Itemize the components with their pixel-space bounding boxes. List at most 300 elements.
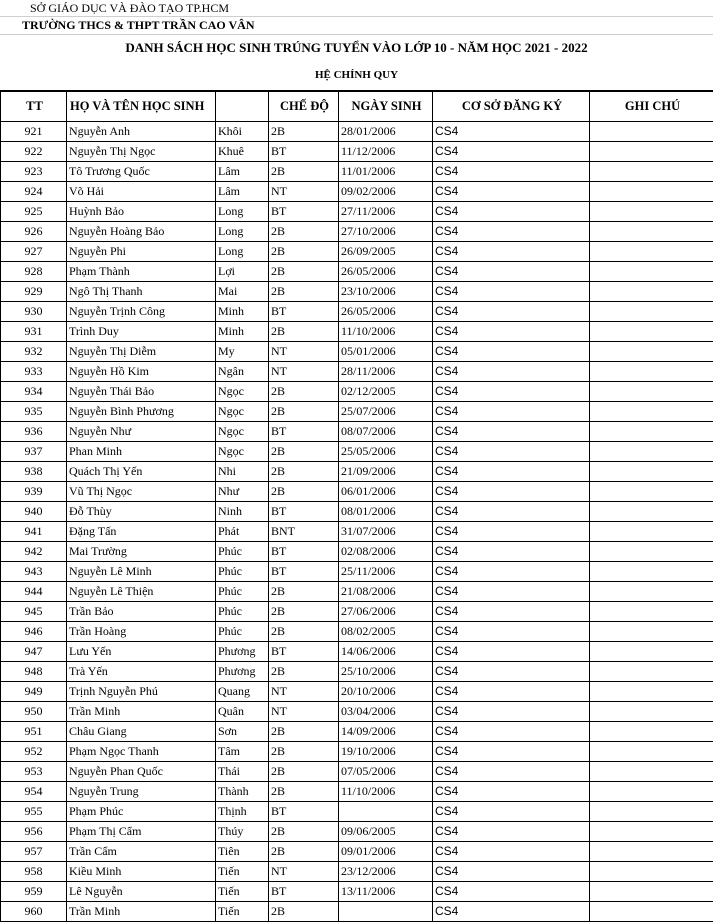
table-row [1, 641, 713, 661]
cell-tt[interactable]: 958 [1, 861, 67, 881]
cell-given-name[interactable]: Quân [216, 701, 269, 721]
cell-campus[interactable]: CS4 [433, 681, 590, 701]
cell-notes[interactable] [590, 641, 713, 661]
table-row [1, 401, 713, 421]
cell-campus[interactable]: CS4 [433, 341, 590, 361]
cell-given-name[interactable]: Phúc [216, 621, 269, 641]
cell-notes[interactable] [590, 421, 713, 441]
cell-notes[interactable] [590, 261, 713, 281]
cell-regime[interactable]: 2B [269, 121, 339, 141]
cell-regime[interactable]: BT [269, 301, 339, 321]
cell-campus[interactable]: CS4 [433, 421, 590, 441]
cell-birthdate[interactable]: 20/10/2006 [339, 681, 433, 701]
table-row [1, 701, 713, 721]
cell-given-name[interactable]: Tiến [216, 881, 269, 901]
cell-surname[interactable]: Nguyễn Anh [67, 121, 216, 141]
cell-birthdate[interactable]: 07/05/2006 [339, 761, 433, 781]
cell-surname[interactable]: Phạm Thành [67, 261, 216, 281]
cell-notes[interactable] [590, 621, 713, 641]
cell-regime[interactable]: NT [269, 861, 339, 881]
cell-regime[interactable]: 2B [269, 821, 339, 841]
cell-tt[interactable]: 955 [1, 801, 67, 821]
cell-tt[interactable]: 938 [1, 461, 67, 481]
cell-given-name[interactable]: Long [216, 241, 269, 261]
cell-surname[interactable]: Ngô Thị Thanh [67, 281, 216, 301]
cell-birthdate[interactable] [339, 901, 433, 921]
cell-given-name[interactable]: Long [216, 221, 269, 241]
cell-campus[interactable]: CS4 [433, 161, 590, 181]
cell-tt[interactable]: 933 [1, 361, 67, 381]
cell-birthdate[interactable]: 06/01/2006 [339, 481, 433, 501]
table-row [1, 721, 713, 741]
cell-given-name[interactable]: Tiến [216, 901, 269, 921]
cell-given-name[interactable]: Thúy [216, 821, 269, 841]
cell-notes[interactable] [590, 301, 713, 321]
cell-tt[interactable]: 942 [1, 541, 67, 561]
cell-regime[interactable]: BT [269, 561, 339, 581]
col-header-campus: CƠ SỞ ĐĂNG KÝ [433, 91, 590, 121]
cell-tt[interactable]: 937 [1, 441, 67, 461]
cell-regime[interactable]: 2B [269, 241, 339, 261]
cell-given-name[interactable]: Thịnh [216, 801, 269, 821]
cell-surname[interactable]: Nguyễn Thị Ngọc [67, 141, 216, 161]
cell-given-name[interactable]: Phúc [216, 541, 269, 561]
cell-birthdate[interactable]: 26/09/2005 [339, 241, 433, 261]
cell-given-name[interactable]: My [216, 341, 269, 361]
cell-campus[interactable]: CS4 [433, 641, 590, 661]
cell-birthdate[interactable]: 31/07/2006 [339, 521, 433, 541]
cell-tt[interactable]: 925 [1, 201, 67, 221]
cell-tt[interactable]: 947 [1, 641, 67, 661]
cell-notes[interactable] [590, 901, 713, 921]
cell-regime[interactable]: 2B [269, 721, 339, 741]
cell-regime[interactable]: 2B [269, 221, 339, 241]
cell-given-name[interactable]: Như [216, 481, 269, 501]
cell-birthdate[interactable]: 21/08/2006 [339, 581, 433, 601]
cell-surname[interactable]: Quách Thị Yến [67, 461, 216, 481]
table-row [1, 501, 713, 521]
cell-tt[interactable]: 928 [1, 261, 67, 281]
table-row [1, 281, 713, 301]
cell-campus[interactable]: CS4 [433, 861, 590, 881]
cell-regime[interactable]: 2B [269, 481, 339, 501]
cell-birthdate[interactable]: 23/12/2006 [339, 861, 433, 881]
cell-notes[interactable] [590, 681, 713, 701]
cell-birthdate[interactable]: 27/06/2006 [339, 601, 433, 621]
cell-regime[interactable]: 2B [269, 781, 339, 801]
cell-regime[interactable]: 2B [269, 381, 339, 401]
cell-given-name[interactable]: Lâm [216, 161, 269, 181]
cell-surname[interactable]: Đặng Tấn [67, 521, 216, 541]
cell-campus[interactable]: CS4 [433, 661, 590, 681]
cell-surname[interactable]: Nguyễn Lê Minh [67, 561, 216, 581]
cell-given-name[interactable]: Tâm [216, 741, 269, 761]
cell-notes[interactable] [590, 661, 713, 681]
cell-tt[interactable]: 956 [1, 821, 67, 841]
cell-birthdate[interactable]: 09/01/2006 [339, 841, 433, 861]
cell-given-name[interactable]: Phương [216, 661, 269, 681]
cell-given-name[interactable]: Thành [216, 781, 269, 801]
cell-notes[interactable] [590, 201, 713, 221]
cell-campus[interactable]: CS4 [433, 381, 590, 401]
cell-birthdate[interactable]: 28/01/2006 [339, 121, 433, 141]
cell-birthdate[interactable] [339, 801, 433, 821]
table-row [1, 361, 713, 381]
cell-campus[interactable]: CS4 [433, 401, 590, 421]
cell-tt[interactable]: 923 [1, 161, 67, 181]
cell-tt[interactable]: 959 [1, 881, 67, 901]
cell-notes[interactable] [590, 741, 713, 761]
cell-tt[interactable]: 954 [1, 781, 67, 801]
cell-birthdate[interactable]: 11/01/2006 [339, 161, 433, 181]
cell-birthdate[interactable]: 08/02/2005 [339, 621, 433, 641]
table-header-row [1, 91, 713, 121]
cell-given-name[interactable]: Phúc [216, 561, 269, 581]
cell-tt[interactable]: 924 [1, 181, 67, 201]
cell-campus[interactable]: CS4 [433, 121, 590, 141]
cell-regime[interactable]: 2B [269, 441, 339, 461]
cell-birthdate[interactable]: 14/09/2006 [339, 721, 433, 741]
cell-tt[interactable]: 940 [1, 501, 67, 521]
cell-tt[interactable]: 936 [1, 421, 67, 441]
cell-surname[interactable]: Nguyễn Trịnh Công [67, 301, 216, 321]
cell-campus[interactable]: CS4 [433, 541, 590, 561]
cell-campus[interactable]: CS4 [433, 461, 590, 481]
cell-surname[interactable]: Trần Minh [67, 701, 216, 721]
cell-notes[interactable] [590, 761, 713, 781]
cell-notes[interactable] [590, 141, 713, 161]
cell-surname[interactable]: Phạm Thị Cẩm [67, 821, 216, 841]
cell-given-name[interactable]: Ninh [216, 501, 269, 521]
cell-birthdate[interactable]: 08/07/2006 [339, 421, 433, 441]
cell-birthdate[interactable]: 02/12/2005 [339, 381, 433, 401]
cell-surname[interactable]: Châu Giang [67, 721, 216, 741]
cell-notes[interactable] [590, 441, 713, 461]
cell-given-name[interactable]: Ngân [216, 361, 269, 381]
cell-birthdate[interactable]: 09/02/2006 [339, 181, 433, 201]
cell-campus[interactable]: CS4 [433, 781, 590, 801]
table-row [1, 821, 713, 841]
cell-notes[interactable] [590, 701, 713, 721]
cell-birthdate[interactable]: 13/11/2006 [339, 881, 433, 901]
cell-surname[interactable]: Nguyễn Trung [67, 781, 216, 801]
cell-given-name[interactable]: Sơn [216, 721, 269, 741]
cell-regime[interactable]: 2B [269, 741, 339, 761]
cell-tt[interactable]: 926 [1, 221, 67, 241]
cell-regime[interactable]: 2B [269, 601, 339, 621]
cell-given-name[interactable]: Quang [216, 681, 269, 701]
cell-birthdate[interactable]: 19/10/2006 [339, 741, 433, 761]
cell-given-name[interactable]: Lợi [216, 261, 269, 281]
cell-campus[interactable]: CS4 [433, 741, 590, 761]
cell-campus[interactable]: CS4 [433, 501, 590, 521]
cell-surname[interactable]: Mai Trường [67, 541, 216, 561]
cell-notes[interactable] [590, 841, 713, 861]
cell-surname[interactable]: Huỳnh Bảo [67, 201, 216, 221]
cell-surname[interactable]: Nguyễn Hồ Kim [67, 361, 216, 381]
cell-surname[interactable]: Nguyễn Lê Thiện [67, 581, 216, 601]
cell-given-name[interactable]: Khôi [216, 121, 269, 141]
cell-given-name[interactable]: Minh [216, 301, 269, 321]
cell-regime[interactable]: NT [269, 181, 339, 201]
cell-campus[interactable]: CS4 [433, 801, 590, 821]
cell-surname[interactable]: Trần Bảo [67, 601, 216, 621]
cell-notes[interactable] [590, 241, 713, 261]
cell-campus[interactable]: CS4 [433, 481, 590, 501]
cell-surname[interactable]: Trình Duy [67, 321, 216, 341]
cell-birthdate[interactable]: 11/10/2006 [339, 781, 433, 801]
cell-surname[interactable]: Vũ Thị Ngọc [67, 481, 216, 501]
cell-birthdate[interactable]: 21/09/2006 [339, 461, 433, 481]
cell-surname[interactable]: Nguyễn Bình Phương [67, 401, 216, 421]
cell-regime[interactable]: 2B [269, 261, 339, 281]
cell-tt[interactable]: 927 [1, 241, 67, 261]
cell-regime[interactable]: NT [269, 341, 339, 361]
cell-surname[interactable]: Võ Hải [67, 181, 216, 201]
cell-tt[interactable]: 939 [1, 481, 67, 501]
cell-regime[interactable]: BT [269, 141, 339, 161]
col-header-regime: CHẾ ĐỘ [269, 91, 339, 121]
cell-campus[interactable]: CS4 [433, 261, 590, 281]
cell-regime[interactable]: 2B [269, 401, 339, 421]
cell-tt[interactable]: 952 [1, 741, 67, 761]
cell-surname[interactable]: Trà Yến [67, 661, 216, 681]
cell-regime[interactable]: BT [269, 881, 339, 901]
cell-regime[interactable]: 2B [269, 841, 339, 861]
cell-campus[interactable]: CS4 [433, 141, 590, 161]
cell-campus[interactable]: CS4 [433, 841, 590, 861]
cell-notes[interactable] [590, 881, 713, 901]
cell-surname[interactable]: Nguyễn Như [67, 421, 216, 441]
cell-notes[interactable] [590, 521, 713, 541]
cell-tt[interactable]: 943 [1, 561, 67, 581]
cell-campus[interactable]: CS4 [433, 881, 590, 901]
cell-regime[interactable]: BT [269, 201, 339, 221]
cell-surname[interactable]: Nguyễn Hoàng Bảo [67, 221, 216, 241]
cell-tt[interactable]: 957 [1, 841, 67, 861]
cell-regime[interactable]: 2B [269, 161, 339, 181]
cell-campus[interactable]: CS4 [433, 721, 590, 741]
cell-birthdate[interactable]: 27/10/2006 [339, 221, 433, 241]
cell-campus[interactable]: CS4 [433, 281, 590, 301]
cell-campus[interactable]: CS4 [433, 561, 590, 581]
cell-given-name[interactable]: Khuê [216, 141, 269, 161]
cell-surname[interactable]: Phạm Phúc [67, 801, 216, 821]
cell-notes[interactable] [590, 501, 713, 521]
table-row [1, 901, 713, 921]
cell-given-name[interactable]: Tiên [216, 841, 269, 861]
cell-campus[interactable]: CS4 [433, 581, 590, 601]
cell-notes[interactable] [590, 781, 713, 801]
cell-birthdate[interactable]: 23/10/2006 [339, 281, 433, 301]
cell-regime[interactable]: 2B [269, 661, 339, 681]
cell-surname[interactable]: Phạm Ngọc Thanh [67, 741, 216, 761]
cell-regime[interactable]: 2B [269, 581, 339, 601]
cell-notes[interactable] [590, 341, 713, 361]
cell-notes[interactable] [590, 801, 713, 821]
cell-tt[interactable]: 931 [1, 321, 67, 341]
cell-surname[interactable]: Nguyễn Phi [67, 241, 216, 261]
cell-tt[interactable]: 946 [1, 621, 67, 641]
cell-notes[interactable] [590, 561, 713, 581]
cell-notes[interactable] [590, 461, 713, 481]
cell-birthdate[interactable]: 03/04/2006 [339, 701, 433, 721]
cell-tt[interactable]: 953 [1, 761, 67, 781]
cell-tt[interactable]: 934 [1, 381, 67, 401]
cell-tt[interactable]: 929 [1, 281, 67, 301]
col-header-notes: GHI CHÚ [590, 91, 713, 121]
cell-given-name[interactable]: Phúc [216, 581, 269, 601]
cell-campus[interactable]: CS4 [433, 621, 590, 641]
cell-given-name[interactable]: Minh [216, 321, 269, 341]
cell-notes[interactable] [590, 381, 713, 401]
cell-notes[interactable] [590, 541, 713, 561]
cell-birthdate[interactable]: 14/06/2006 [339, 641, 433, 661]
cell-tt[interactable]: 941 [1, 521, 67, 541]
cell-campus[interactable]: CS4 [433, 181, 590, 201]
cell-given-name[interactable]: Long [216, 201, 269, 221]
cell-given-name[interactable]: Ngọc [216, 381, 269, 401]
cell-surname[interactable]: Nguyễn Thái Bảo [67, 381, 216, 401]
cell-notes[interactable] [590, 401, 713, 421]
cell-notes[interactable] [590, 161, 713, 181]
cell-surname[interactable]: Lưu Yến [67, 641, 216, 661]
cell-birthdate[interactable]: 09/06/2005 [339, 821, 433, 841]
cell-notes[interactable] [590, 181, 713, 201]
cell-tt[interactable]: 932 [1, 341, 67, 361]
cell-surname[interactable]: Trần Hoàng [67, 621, 216, 641]
cell-regime[interactable]: BT [269, 421, 339, 441]
cell-campus[interactable]: CS4 [433, 301, 590, 321]
cell-tt[interactable]: 960 [1, 901, 67, 921]
cell-given-name[interactable]: Nhi [216, 461, 269, 481]
cell-notes[interactable] [590, 861, 713, 881]
cell-campus[interactable]: CS4 [433, 901, 590, 921]
cell-tt[interactable]: 945 [1, 601, 67, 621]
table-row [1, 221, 713, 241]
cell-surname[interactable]: Tô Trương Quốc [67, 161, 216, 181]
cell-tt[interactable]: 922 [1, 141, 67, 161]
cell-birthdate[interactable]: 05/01/2006 [339, 341, 433, 361]
cell-surname[interactable]: Phan Minh [67, 441, 216, 461]
cell-surname[interactable]: Lê Nguyễn [67, 881, 216, 901]
cell-given-name[interactable]: Phương [216, 641, 269, 661]
cell-regime[interactable]: 2B [269, 281, 339, 301]
cell-notes[interactable] [590, 321, 713, 341]
cell-regime[interactable]: BT [269, 801, 339, 821]
cell-regime[interactable]: NT [269, 681, 339, 701]
cell-notes[interactable] [590, 221, 713, 241]
cell-surname[interactable]: Nguyễn Thị Diễm [67, 341, 216, 361]
cell-campus[interactable]: CS4 [433, 601, 590, 621]
cell-regime[interactable]: BNT [269, 521, 339, 541]
table-row [1, 741, 713, 761]
cell-tt[interactable]: 949 [1, 681, 67, 701]
cell-birthdate[interactable]: 25/05/2006 [339, 441, 433, 461]
cell-birthdate[interactable]: 26/05/2006 [339, 261, 433, 281]
cell-regime[interactable]: BT [269, 641, 339, 661]
cell-notes[interactable] [590, 361, 713, 381]
cell-notes[interactable] [590, 821, 713, 841]
cell-regime[interactable]: BT [269, 541, 339, 561]
cell-notes[interactable] [590, 601, 713, 621]
cell-campus[interactable]: CS4 [433, 761, 590, 781]
cell-given-name[interactable]: Mai [216, 281, 269, 301]
cell-surname[interactable]: Kiều Minh [67, 861, 216, 881]
cell-notes[interactable] [590, 121, 713, 141]
cell-notes[interactable] [590, 281, 713, 301]
cell-given-name[interactable]: Ngọc [216, 421, 269, 441]
cell-tt[interactable]: 921 [1, 121, 67, 141]
cell-given-name[interactable]: Tiến [216, 861, 269, 881]
cell-surname[interactable]: Đỗ Thùy [67, 501, 216, 521]
cell-birthdate[interactable]: 25/11/2006 [339, 561, 433, 581]
cell-notes[interactable] [590, 481, 713, 501]
cell-birthdate[interactable]: 28/11/2006 [339, 361, 433, 381]
cell-tt[interactable]: 930 [1, 301, 67, 321]
cell-campus[interactable]: CS4 [433, 521, 590, 541]
cell-birthdate[interactable]: 08/01/2006 [339, 501, 433, 521]
cell-tt[interactable]: 948 [1, 661, 67, 681]
cell-campus[interactable]: CS4 [433, 221, 590, 241]
cell-campus[interactable]: CS4 [433, 441, 590, 461]
cell-regime[interactable]: 2B [269, 761, 339, 781]
cell-tt[interactable]: 944 [1, 581, 67, 601]
cell-notes[interactable] [590, 581, 713, 601]
cell-regime[interactable]: BT [269, 501, 339, 521]
table-row [1, 181, 713, 201]
cell-birthdate[interactable]: 02/08/2006 [339, 541, 433, 561]
cell-tt[interactable]: 951 [1, 721, 67, 741]
cell-surname[interactable]: Trần Cẩm [67, 841, 216, 861]
cell-given-name[interactable]: Phúc [216, 601, 269, 621]
cell-tt[interactable]: 950 [1, 701, 67, 721]
cell-given-name[interactable]: Phát [216, 521, 269, 541]
cell-regime[interactable]: 2B [269, 621, 339, 641]
cell-birthdate[interactable]: 26/05/2006 [339, 301, 433, 321]
cell-regime[interactable]: NT [269, 361, 339, 381]
cell-given-name[interactable]: Lâm [216, 181, 269, 201]
cell-campus[interactable]: CS4 [433, 201, 590, 221]
cell-regime[interactable]: 2B [269, 321, 339, 341]
cell-birthdate[interactable]: 11/10/2006 [339, 321, 433, 341]
cell-given-name[interactable]: Thái [216, 761, 269, 781]
cell-campus[interactable]: CS4 [433, 241, 590, 261]
cell-birthdate[interactable]: 25/10/2006 [339, 661, 433, 681]
cell-given-name[interactable]: Ngọc [216, 401, 269, 421]
cell-birthdate[interactable]: 27/11/2006 [339, 201, 433, 221]
cell-campus[interactable]: CS4 [433, 361, 590, 381]
cell-given-name[interactable]: Ngọc [216, 441, 269, 461]
table-row [1, 461, 713, 481]
cell-campus[interactable]: CS4 [433, 821, 590, 841]
cell-campus[interactable]: CS4 [433, 321, 590, 341]
table-row [1, 421, 713, 441]
table-row [1, 521, 713, 541]
cell-campus[interactable]: CS4 [433, 701, 590, 721]
cell-regime[interactable]: 2B [269, 901, 339, 921]
cell-regime[interactable]: NT [269, 701, 339, 721]
col-header-birthdate: NGÀY SINH [339, 91, 433, 121]
cell-tt[interactable]: 935 [1, 401, 67, 421]
cell-surname[interactable]: Nguyễn Phan Quốc [67, 761, 216, 781]
cell-birthdate[interactable]: 11/12/2006 [339, 141, 433, 161]
cell-regime[interactable]: 2B [269, 461, 339, 481]
cell-surname[interactable]: Trần Minh [67, 901, 216, 921]
cell-surname[interactable]: Trịnh Nguyễn Phú [67, 681, 216, 701]
cell-birthdate[interactable]: 25/07/2006 [339, 401, 433, 421]
cell-notes[interactable] [590, 721, 713, 741]
